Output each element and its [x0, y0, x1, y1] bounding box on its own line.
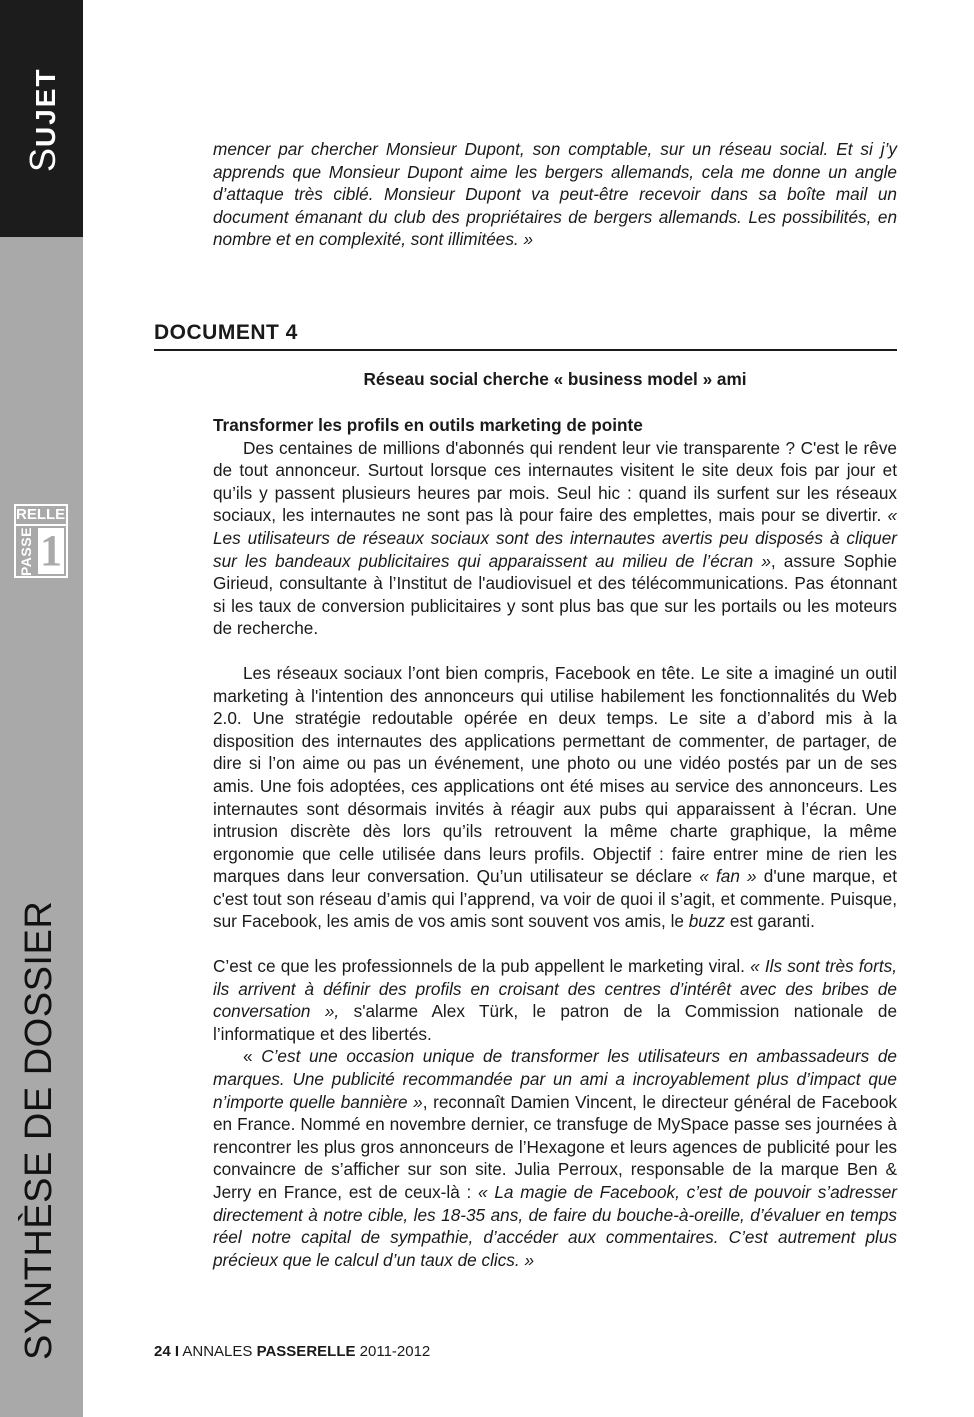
- section-label-rest: UJET: [30, 67, 61, 147]
- section-label-initial: S: [22, 146, 63, 172]
- paragraph-4: [213, 1045, 897, 1271]
- article-body: [213, 414, 897, 1271]
- p4-quote-2: « La magie de Facebook, c’est de pouvoir s’adresser directement à notre cible, les 18-35 ans, de faire du bouche-à-oreille, d’évaluer en temps réel notre capital de sympathie, d’accéder aux commentaires. C’est autrement plus précieux que le calcul d’un taux de clics. »: [213, 1182, 897, 1270]
- article-subheading: Transformer les profils en outils marketing de pointe: [213, 415, 643, 435]
- footer-separator: I: [174, 1343, 180, 1360]
- logo-side-text: PASSE: [18, 527, 34, 576]
- section-label: [22, 67, 64, 172]
- p4-text-b: , reconnaît Damien Vincent, le directeur général de Facebook en France. Nommé en novembre dernier, ce transfuge de MySpace passe ses journées à rencontrer les plus gros annonceurs de l’Hexagone et leurs agences de publicité pour les convaincre de s’afficher sur son site. Julia Perroux, responsable de la marque Ben & Jerry en France, est de ceux-là :: [213, 1091, 897, 1202]
- p4-quote: C’est une occasion unique de transformer les utilisateurs en ambassadeurs de marques. Une publicité recommandée par un ami a incroyablement plus d’impact que n’importe quelle bannière »: [213, 1046, 897, 1112]
- p2-text-b: d'une marque, et c'est tout son réseau d’amis qui l’apprend, va voir de quoi il s’agit, et commente. Puisque, sur Facebook, les amis de vos amis sont souvent vos amis, le: [213, 866, 897, 932]
- article-title: Réseau social cherche « business model » ami: [363, 369, 747, 389]
- p1-text-a: Des centaines de millions d'abonnés qui rendent leur vie transparente ? C'est le rêve de tout annonceur. Surtout lorsque ces internautes visitent le site deux fois par jour et qu’ils y passent plusieurs heures par mois. Seul hic : quand ils surfent sur les réseaux sociaux, les internautes ne sont pas là pour faire des emplettes, mais pour se divertir.: [213, 437, 897, 526]
- p3-text-a: C’est ce que les professionnels de la pub appellent le marketing viral.: [213, 956, 751, 977]
- p2-text-c: est garanti.: [725, 911, 815, 932]
- paragraph-3: [213, 955, 897, 1045]
- p1-quote: « Les utilisateurs de réseaux sociaux sont des internautes avertis peu disposés à cliquer sur les bandeaux publicitaires qui apparaissent au milieu de l’écran »: [213, 505, 897, 571]
- p4-open-quote: «: [243, 1046, 262, 1067]
- page-footer: [154, 1343, 430, 1360]
- p1-text-b: , assure Sophie Girieud, consultante à l’Institut de l'audiovisuel et des télécommunications. Pas étonnant si les taux de conversion publicitaires y sont plus bas que sur les portails ou les moteurs de recherche.: [213, 550, 897, 639]
- vertical-title: SYNTHÈSE DE DOSSIER: [18, 900, 60, 1360]
- footer-years: 2011-2012: [359, 1343, 431, 1360]
- intro-text: mencer par chercher Monsieur Dupont, son comptable, sur un réseau social. Et si j’y apprends que Monsieur Dupont aime les bergers allemands, cela me donne un angle d’attaque très ciblé. Monsieur Dupont va peut-être recevoir dans sa boîte mail un document émanant du club des propriétaires de bergers allemands. Les possibilités, en nombre et en complexité, sont illimitées. »: [213, 139, 897, 250]
- passerelle-logo: [14, 504, 68, 578]
- p3-quote: « Ils sont très forts, ils arrivent à définir des profils en croisant des centres d’intérêt avec des bribes de conversation »,: [213, 956, 897, 1022]
- p2-text-a: Les réseaux sociaux l’ont bien compris, Facebook en tête. Le site a imaginé un outil marketing à l'intention des annonceurs qui utilise habilement les fonctionnalités du Web 2.0. Une stratégie redoutable opérée en deux temps. Le site a d’abord mis à la disposition des internautes des applications permettant de commenter, de partager, de dire si l’on aime ou pas un événement, une photo ou une vidéo postés par un de ses amis. Une fois adoptées, ces applications ont été mises au service des annonceurs. Les internautes sont désormais invités à réagir aux pubs qui apparaissent à l’écran. Une intrusion discrète dès lors qu’ils retrouvent la même charte graphique, la même ergonomie que celle utilisée dans leurs profils. Objectif : faire entrer mine de rien les marques dans leur conversation. Qu’un utilisateur se déclare: [213, 662, 897, 887]
- footer-brand: PASSERELLE: [256, 1343, 356, 1360]
- intro-paragraph: [213, 138, 897, 251]
- p3-text-b: s'alarme Alex Türk, le patron de la Commission nationale de l’informatique et des libertés.: [213, 1001, 898, 1044]
- page-number: 24: [154, 1343, 171, 1360]
- document-heading: DOCUMENT 4: [154, 321, 897, 351]
- p2-buzz: buzz: [688, 911, 726, 932]
- paragraph-1: [213, 437, 897, 640]
- logo-number: 1: [40, 526, 62, 575]
- paragraph-2: [213, 662, 897, 933]
- p2-fan: « fan »: [699, 866, 757, 887]
- footer-annales: ANNALES: [182, 1343, 253, 1360]
- logo-top-text: RELLE: [16, 506, 66, 526]
